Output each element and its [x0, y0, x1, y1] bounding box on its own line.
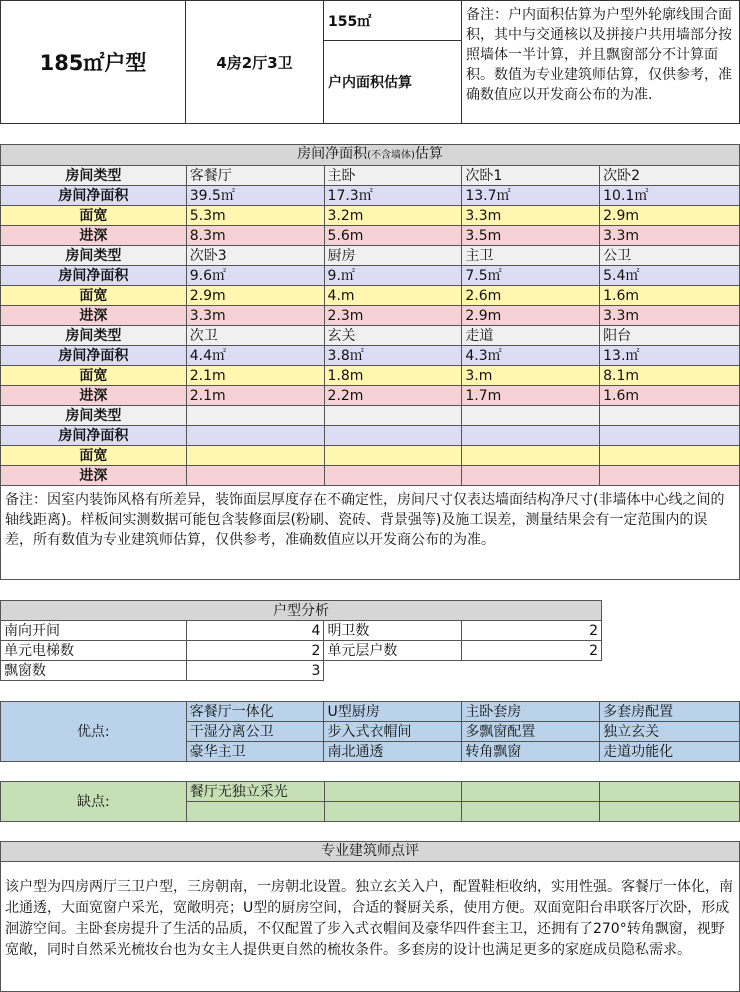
analysis-row — [1, 641, 602, 661]
analysis-label: 明卫数 — [324, 621, 462, 641]
room-type-row — [1, 406, 740, 426]
room-cell — [600, 466, 740, 486]
analysis-value: 3 — [186, 661, 324, 681]
room-cell: 9.㎡ — [324, 266, 462, 286]
room-cell — [600, 446, 740, 466]
row-label: 房间类型 — [1, 166, 187, 186]
area-label-cell — [323, 40, 462, 124]
analysis-label — [324, 661, 462, 681]
room-width-row — [1, 366, 740, 386]
room-cell: 公卫 — [600, 246, 740, 266]
header-title-cell — [0, 0, 186, 124]
room-depth-row — [1, 226, 740, 246]
area-value: 155㎡ — [328, 13, 372, 30]
room-cell — [462, 466, 600, 486]
room-depth-row — [1, 306, 740, 326]
row-label: 房间类型 — [1, 406, 187, 426]
analysis-label: 飘窗数 — [1, 661, 187, 681]
row-label: 面宽 — [1, 366, 187, 386]
room-cell: 2.2m — [324, 386, 462, 406]
pros-item: 客餐厅一体化 — [186, 702, 324, 722]
room-cell: 主卫 — [462, 246, 600, 266]
room-cell: 5.6m — [324, 226, 462, 246]
analysis-table — [0, 600, 602, 681]
layout-text: 4房2厅3卫 — [216, 53, 293, 72]
room-cell: 2.9m — [600, 206, 740, 226]
pros-row — [1, 702, 740, 722]
room-cell: 4.4㎡ — [186, 346, 324, 366]
rooms-table — [0, 144, 740, 486]
area-label: 户内面积估算 — [328, 75, 412, 91]
room-cell: 客餐厅 — [186, 166, 324, 186]
row-label: 房间类型 — [1, 326, 187, 346]
room-cell: 2.1m — [186, 366, 324, 386]
room-cell: 3.5m — [462, 226, 600, 246]
room-cell: 17.3㎡ — [324, 186, 462, 206]
room-cell: 3.3m — [462, 206, 600, 226]
pros-item: 走道功能化 — [600, 742, 740, 762]
rooms-section-title: 房间净面积(不含墙体)估算 — [1, 145, 740, 166]
room-cell — [324, 446, 462, 466]
header-note-cell — [461, 0, 740, 124]
pros-item: 独立玄关 — [600, 722, 740, 742]
pros-item: 南北通透 — [324, 742, 462, 762]
pros-item: U型厨房 — [324, 702, 462, 722]
review-box — [0, 861, 740, 992]
room-type-row — [1, 246, 740, 266]
room-cell: 2.3m — [324, 306, 462, 326]
room-cell: 5.3m — [186, 206, 324, 226]
row-label: 进深 — [1, 466, 187, 486]
room-cell — [186, 406, 324, 426]
room-type-row — [1, 326, 740, 346]
room-cell — [324, 406, 462, 426]
row-label: 面宽 — [1, 446, 187, 466]
analysis-row — [1, 661, 602, 681]
room-cell: 2.6m — [462, 286, 600, 306]
room-cell: 2.1m — [186, 386, 324, 406]
cons-row — [1, 782, 740, 802]
room-area-row — [1, 346, 740, 366]
row-label: 房间净面积 — [1, 426, 187, 446]
review-title-cell — [0, 841, 740, 862]
row-label: 进深 — [1, 306, 187, 326]
room-area-row — [1, 426, 740, 446]
room-cell — [186, 426, 324, 446]
review-text: 该户型为四房两厅三卫户型，三房朝南，一房朝北设置。独立玄关入户，配置鞋柜收纳，实用性强。客餐厅一体化，南北通透，大面宽窗户采光，宽敞明亮；U型的厨房空间，合适的餐厨关系，使用方便。双面宽阳台串联客厅次卧，形成洄游空间。主卧套房提升了生活的品质，不仅配置了步入式衣帽间及豪华四件套主卫，还拥有了270°转角飘窗，视野宽敞，同时自然采光梳妆台也为女主人提供更自然的梳妆条件。多套房的设计也满足更多的家庭成员隐私需求。 — [5, 879, 733, 958]
room-cell: 走道 — [462, 326, 600, 346]
room-cell: 3.m — [462, 366, 600, 386]
room-cell: 8.3m — [186, 226, 324, 246]
cons-item: 餐厅无独立采光 — [186, 782, 324, 802]
area-value-cell — [323, 0, 462, 41]
room-cell — [600, 406, 740, 426]
pros-item: 转角飘窗 — [462, 742, 600, 762]
room-cell: 次卧1 — [462, 166, 600, 186]
room-depth-row — [1, 466, 740, 486]
analysis-value — [462, 661, 602, 681]
room-cell: 4.m — [324, 286, 462, 306]
row-label: 房间净面积 — [1, 346, 187, 366]
room-cell — [324, 426, 462, 446]
analysis-title: 户型分析 — [1, 601, 602, 621]
pros-item: 多套房配置 — [600, 702, 740, 722]
row-label: 房间类型 — [1, 246, 187, 266]
room-width-row — [1, 206, 740, 226]
cons-item — [462, 802, 600, 822]
room-cell: 7.5㎡ — [462, 266, 600, 286]
cons-item — [324, 782, 462, 802]
pros-item: 多飘窗配置 — [462, 722, 600, 742]
pros-item: 干湿分离公卫 — [186, 722, 324, 742]
room-cell: 5.4㎡ — [600, 266, 740, 286]
analysis-value: 2 — [186, 641, 324, 661]
cons-label: 缺点: — [1, 782, 187, 822]
room-cell: 3.3m — [600, 226, 740, 246]
row-label: 进深 — [1, 386, 187, 406]
room-cell: 次卧2 — [600, 166, 740, 186]
room-width-row — [1, 286, 740, 306]
room-cell: 1.6m — [600, 286, 740, 306]
pros-label: 优点: — [1, 702, 187, 762]
room-cell: 1.6m — [600, 386, 740, 406]
rooms-note-box — [0, 484, 740, 580]
header-note: 备注：户内面积估算为户型外轮廓线围合面积，其中与交通核以及拼接户共用墙部分按照墙体一半计算，并且飘窗部分不计算面积。数值为专业建筑师估算，仅供参考，准确数值应以开发商公布的为准. — [466, 7, 732, 103]
cons-item — [600, 782, 740, 802]
analysis-value: 4 — [186, 621, 324, 641]
room-cell: 1.7m — [462, 386, 600, 406]
room-type-row — [1, 166, 740, 186]
analysis-value: 2 — [462, 621, 602, 641]
row-label: 房间净面积 — [1, 186, 187, 206]
analysis-label: 单元层户数 — [324, 641, 462, 661]
room-width-row — [1, 446, 740, 466]
room-cell: 13.㎡ — [600, 346, 740, 366]
analysis-row — [1, 621, 602, 641]
room-cell: 阳台 — [600, 326, 740, 346]
row-label: 房间净面积 — [1, 266, 187, 286]
row-label: 面宽 — [1, 286, 187, 306]
unit-title: 185㎡户型 — [39, 51, 147, 75]
room-cell: 1.8m — [324, 366, 462, 386]
cons-item — [186, 802, 324, 822]
room-cell: 3.2m — [324, 206, 462, 226]
room-cell: 2.9m — [186, 286, 324, 306]
room-cell — [462, 406, 600, 426]
room-cell: 39.5㎡ — [186, 186, 324, 206]
room-cell: 厨房 — [324, 246, 462, 266]
room-cell: 3.8㎡ — [324, 346, 462, 366]
room-area-row — [1, 186, 740, 206]
room-cell — [324, 466, 462, 486]
cons-item — [600, 802, 740, 822]
room-cell: 次卫 — [186, 326, 324, 346]
review-title: 专业建筑师点评 — [321, 843, 419, 859]
room-cell: 3.3m — [600, 306, 740, 326]
cons-item — [324, 802, 462, 822]
analysis-value: 2 — [462, 641, 602, 661]
room-cell — [186, 466, 324, 486]
room-cell: 10.1㎡ — [600, 186, 740, 206]
room-cell: 9.6㎡ — [186, 266, 324, 286]
rooms-note: 备注：因室内装饰风格有所差异，装饰面层厚度存在不确定性，房间尺寸仅表达墙面结构净尺寸(非墙体中心线之间的轴线距离)。样板间实测数据可能包含装修面层(粉刷、瓷砖、背景强等)及施工误差，测量结果会有一定范围内的误差，所有数值为专业建筑师估算，仅供参考，准确数值应以开发商公布的为准。 — [5, 492, 725, 548]
room-cell — [600, 426, 740, 446]
pros-item: 主卧套房 — [462, 702, 600, 722]
room-depth-row — [1, 386, 740, 406]
pros-item: 豪华主卫 — [186, 742, 324, 762]
analysis-label: 单元电梯数 — [1, 641, 187, 661]
pros-item: 步入式衣帽间 — [324, 722, 462, 742]
room-cell: 3.3m — [186, 306, 324, 326]
layout-cell — [185, 0, 324, 124]
room-cell: 2.9m — [462, 306, 600, 326]
pros-table — [0, 701, 740, 762]
analysis-label: 南向开间 — [1, 621, 187, 641]
room-cell — [186, 446, 324, 466]
room-cell — [462, 446, 600, 466]
room-cell: 主卧 — [324, 166, 462, 186]
row-label: 面宽 — [1, 206, 187, 226]
cons-table — [0, 781, 740, 822]
room-cell — [462, 426, 600, 446]
cons-item — [462, 782, 600, 802]
room-cell: 13.7㎡ — [462, 186, 600, 206]
room-cell: 玄关 — [324, 326, 462, 346]
room-cell: 4.3㎡ — [462, 346, 600, 366]
room-area-row — [1, 266, 740, 286]
room-cell: 8.1m — [600, 366, 740, 386]
row-label: 进深 — [1, 226, 187, 246]
room-cell: 次卧3 — [186, 246, 324, 266]
